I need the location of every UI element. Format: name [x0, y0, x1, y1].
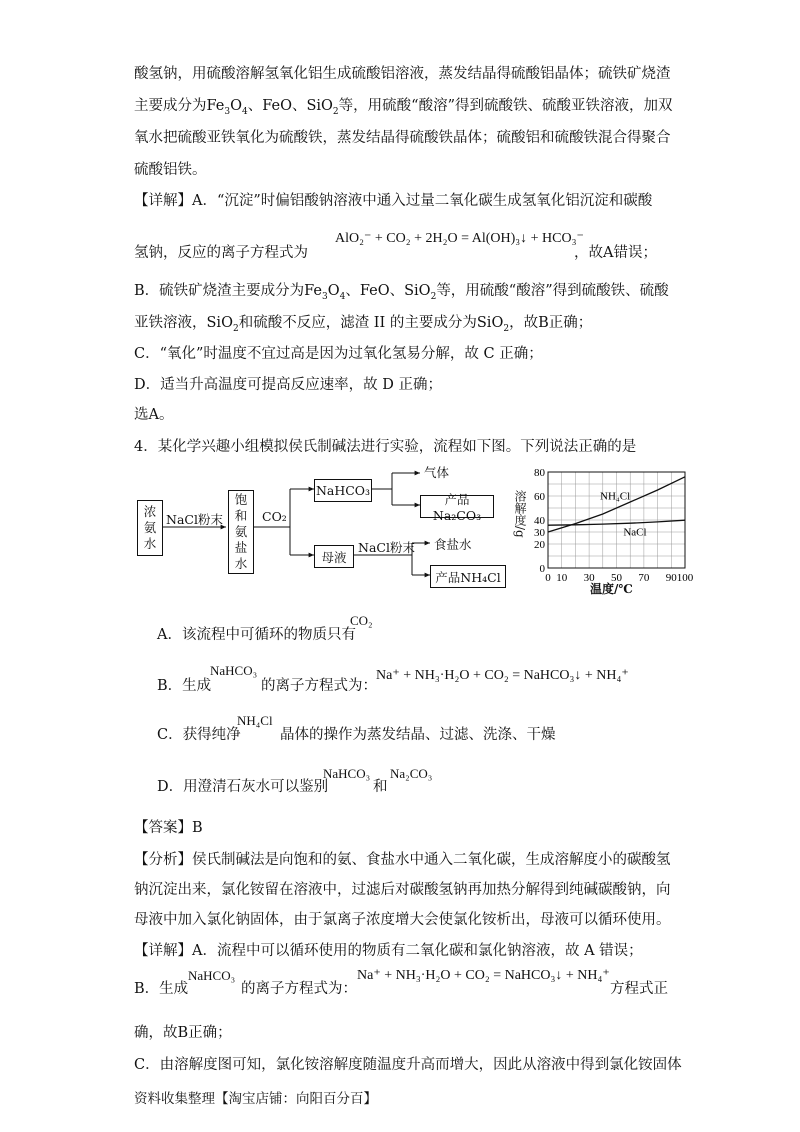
x-tick-label: 50	[611, 572, 622, 584]
option-b: B．生成	[157, 678, 212, 694]
y-tick-label: 20	[534, 539, 545, 551]
formula: NaHCO₃	[188, 968, 236, 983]
nahco3-box: NaHCO₃	[314, 479, 372, 502]
option-d: D．用澄清石灰水可以鉴别	[157, 779, 329, 795]
text-line: 氢钠，反应的离子方程式为	[134, 245, 308, 261]
text-line: 硫酸铝铁。	[134, 162, 207, 178]
ionic-equation: Na⁺ + NH₃·H₂O + CO₂ = NaHCO₃↓ + NH₄⁺	[376, 668, 629, 683]
footer: 资料收集整理【淘宝店铺：向阳百分百】	[134, 1091, 377, 1107]
text-line: 【分析】侯氏制碱法是向饱和的氨、食盐水中通入二氧化碳，生成溶解度小的碳酸氢	[134, 852, 671, 868]
answer: 【答案】B	[134, 820, 203, 836]
x-tick-label: 70	[638, 572, 650, 584]
y-tick-label: 80	[534, 467, 545, 479]
text-line: B．硫铁矿烧渣主要成分为$Fe_3O_4$、FeO、SiO$_2$等，用硫酸“酸溶”得到硫酸铁、硫酸	[134, 283, 669, 302]
option-c: C．获得纯净	[157, 727, 241, 743]
product-nh4cl-box: 产品NH₄Cl	[430, 565, 506, 588]
text-line: 母液中加入氯化钠固体，由于氯离子浓度增大会使氯化铵析出，母液可以循环使用。	[134, 912, 671, 928]
chart-xlabel: 温度/℃	[590, 582, 633, 596]
y-tick-label: 30	[534, 527, 545, 539]
salt-water-label: 食盐水	[434, 537, 472, 552]
text-line: 的离子方程式为：	[241, 981, 357, 997]
formula: Na₂CO₃	[390, 766, 433, 781]
ionic-equation: AlO₂⁻ + CO₂ + 2H₂O = Al(OH)₃↓ + HCO₃⁻	[335, 231, 584, 246]
text-line: B．生成	[134, 981, 189, 997]
option-a: A．该流程中可循环的物质只有	[157, 627, 356, 643]
text-line: 【详解】A．流程中可以循环使用的物质有二氧化碳和氯化钠溶液，故 A 错误；	[134, 943, 643, 959]
y-tick-label: 60	[534, 491, 545, 503]
text-line: 酸氢钠，用硫酸溶解氢氧化铝生成硫酸铝溶液，蒸发结晶得硫酸铝晶体；硫铁矿烧渣	[134, 66, 671, 82]
x-tick-label: 0	[545, 572, 551, 584]
gas-label: 气体	[424, 465, 450, 480]
text-line: 氧水把硫酸亚铁氧化为硫酸铁，蒸发结晶得硫酸铁晶体；硫酸铝和硫酸铁混合得聚合	[134, 130, 671, 146]
text-line: 【详解】A．“沉淀”时偏铝酸钠溶液中通入过量二氧化碳生成氢氧化铝沉淀和碳酸	[134, 193, 653, 209]
text-line: C．“氧化”时温度不宜过高是因为过氧化氢易分解，故 C 正确；	[134, 346, 543, 362]
text-line: D．适当升高温度可提高反应速率，故 D 正确；	[134, 377, 442, 393]
formula: CO₂	[350, 613, 373, 628]
question-4: 4．某化学兴趣小组模拟侯氏制碱法进行实验，流程如下图。下列说法正确的是	[134, 439, 637, 455]
x-tick-label: 30	[583, 572, 595, 584]
chart-ylabel: 溶解度/g	[513, 490, 527, 538]
text-line: ，故A错误；	[574, 245, 657, 261]
text-line: 主要成分为$Fe_3O_4$、FeO、SiO$_2$等，用硫酸“酸溶”得到硫酸铁、硫酸亚铁溶液，加双	[134, 98, 673, 117]
text-line: C．由溶解度图可知，氯化铵溶解度随温度升高而增大，因此从溶液中得到氯化铵固体	[134, 1057, 682, 1073]
mother-liquor-box: 母液	[314, 545, 354, 568]
text-line: 亚铁溶液，SiO$_2$和硫酸不反应，滤渣 II 的主要成分为SiO$_2$，故B正确；	[134, 315, 593, 334]
text-line: 方程式正	[610, 981, 668, 997]
series-label: NaCl	[623, 526, 647, 539]
brine-box: 饱 和 氨 盐 水	[228, 490, 254, 574]
nacl-powder-label-2: NaCl粉末	[358, 540, 415, 555]
option-b-text: 的离子方程式为：	[261, 678, 377, 694]
text-line: 确，故B正确；	[134, 1025, 232, 1041]
co2-label: CO₂	[262, 509, 287, 524]
text-line: 选A。	[134, 407, 174, 423]
product-na2co3-box: 产品Na₂CO₃	[420, 495, 494, 518]
x-tick-label: 100	[676, 572, 694, 584]
ionic-equation: Na⁺ + NH₃·H₂O + CO₂ = NaHCO₃↓ + NH₄⁺	[357, 968, 610, 983]
formula: NaHCO₃	[323, 766, 371, 781]
nacl-powder-label: NaCl粉末	[166, 512, 223, 527]
formula: NaHCO₃	[210, 663, 258, 678]
y-tick-label: 40	[534, 515, 545, 527]
option-c-text: 晶体的操作为蒸发结晶、过滤、洗涤、干燥	[280, 727, 556, 743]
text-line: 钠沉淀出来，氯化铵留在溶液中，过滤后对碳酸氢钠再加热分解得到纯碱碳酸钠，向	[134, 882, 671, 898]
ammonia-box: 浓 氨 水	[137, 500, 163, 556]
formula: NH₄Cl	[237, 713, 273, 728]
option-d-text: 和	[373, 779, 388, 795]
series-label: NH₄Cl	[600, 490, 631, 503]
y-tick-label: 0	[539, 563, 545, 575]
x-tick-label: 10	[556, 572, 568, 584]
x-tick-label: 90	[665, 572, 677, 584]
